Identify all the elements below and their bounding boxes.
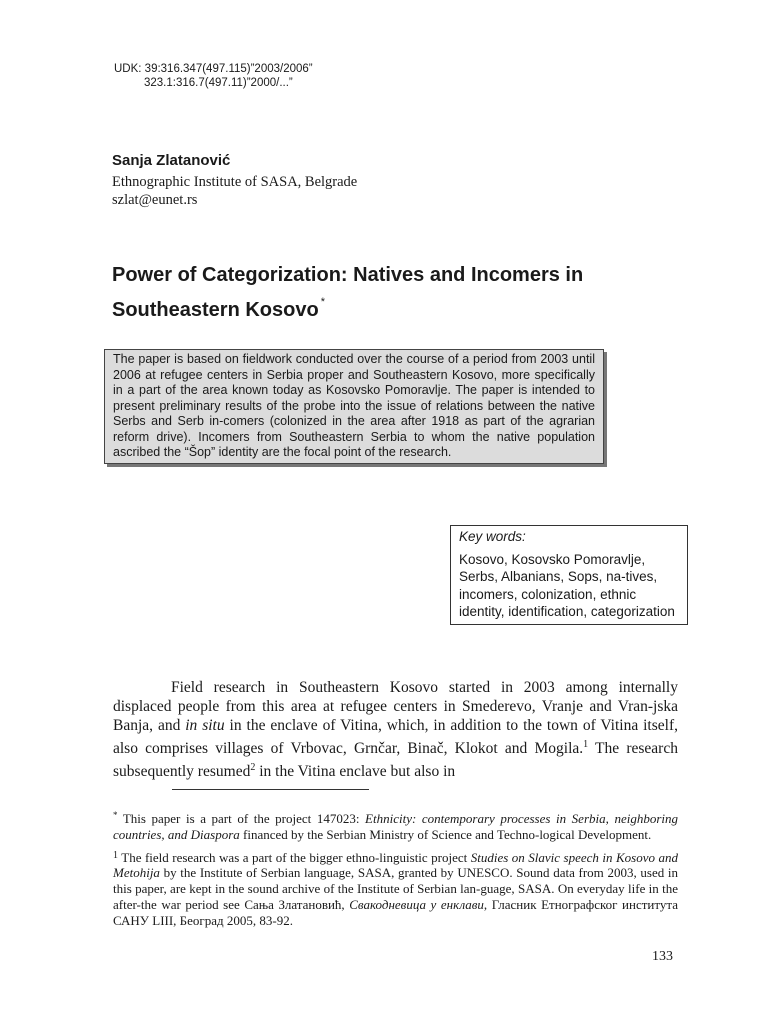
footnote-star-project-title: Ethnicity: contemporary processes in Serbia, neighboring countries, and Diaspora <box>113 811 678 842</box>
author-name: Sanja Zlatanović <box>112 152 231 169</box>
abstract-box <box>104 349 604 464</box>
body-text-1: Field research in Southeastern Kosovo started in 2003 among internally displaced people from this area at refugee centers in Smederevo, Vranje and Vran-jska Banja, and <box>113 679 678 734</box>
abstract-text: The paper is based on fieldwork conducted over the course of a period from 2003 until 2006 at refugee centers in Serbia proper and Southeastern Kosovo, more specifically in a part of the area known today as Kosovsko Pomoravlje. The paper is intended to present preliminary results of the probe into the issue of relations between the native Serbs and Serb in-comers (colonized in the area after 1918 as part of the agrarian reform drive). Incomers from Southeastern Serbia to whom the native population ascribed the “Šop” identity are the focal point of the research. <box>113 352 595 459</box>
keywords-box <box>450 525 688 625</box>
body-footnote-ref-1: 1 <box>583 739 589 750</box>
footnote-1-text-2: by the Institute of Serbian language, SASA, granted by UNESCO. Sound data from 2003, used in this paper, are kept in the sound archive of the Institute of Serbian lan-guage, SASA. On everyday life in the after-the war period see Сања Златановић, <box>113 865 678 912</box>
footnotes <box>113 808 678 934</box>
footnote-star <box>113 808 678 843</box>
footnote-star-text-1: This paper is a part of the project 147023: <box>117 811 366 826</box>
page-number: 133 <box>652 949 673 964</box>
footnote-1-text-3: , Гласник Етнографског института САНУ LIII, Београд 2005, 83-92. <box>113 896 678 928</box>
body-text-3: The research subsequently resumed <box>113 740 678 780</box>
author-email: szlat@eunet.rs <box>112 192 198 208</box>
paper-title-text: Power of Categorization: Natives and Incomers in Southeastern Kosovo <box>112 264 584 321</box>
footnote-1-cited-title: Свакодневица у енклави <box>349 896 484 912</box>
body-footnote-ref-2: 2 <box>250 762 256 773</box>
paper-title <box>112 262 672 324</box>
keywords-text: Kosovo, Kosovsko Pomoravlje, Serbs, Albanians, Sops, na-tives, incomers, colonization, ethnic identity, identification, categorization <box>459 551 675 619</box>
footnote-1-text-1: The field research was a part of the bigger ethno-linguistic project <box>118 849 471 865</box>
footnote-separator <box>172 789 369 790</box>
body-paragraph <box>113 678 678 781</box>
footnote-1-project-title: Studies on Slavic speech in Kosovo and Metohija <box>113 849 678 881</box>
title-footnote-mark: * <box>320 296 325 308</box>
author-affiliation-block <box>112 173 357 209</box>
body-italic-in-situ: in situ <box>185 717 225 734</box>
footnote-star-text-2: financed by the Serbian Ministry of Science and Techno-logical Development. <box>239 826 652 842</box>
keywords-label: Key words: <box>459 529 526 544</box>
body-text-2: in the enclave of Vitina, which, in addition to the town of Vitina itself, also comprises villages of Vrbovac, Grnčar, Binač, Klokot and Mogila. <box>113 717 678 757</box>
footnote-1-mark: 1 <box>113 849 118 861</box>
udk-classification <box>114 62 313 90</box>
udk-line-1: UDK: 39:316.347(497.115)”2003/2006” <box>114 63 313 75</box>
body-text-4: in the Vitina enclave but also in <box>255 763 456 780</box>
footnote-1 <box>113 848 678 929</box>
footnote-star-mark: * <box>113 810 118 820</box>
author-affiliation: Ethnographic Institute of SASA, Belgrade <box>112 174 358 190</box>
udk-line-2: 323.1:316.7(497.11)”2000/...” <box>144 77 293 89</box>
